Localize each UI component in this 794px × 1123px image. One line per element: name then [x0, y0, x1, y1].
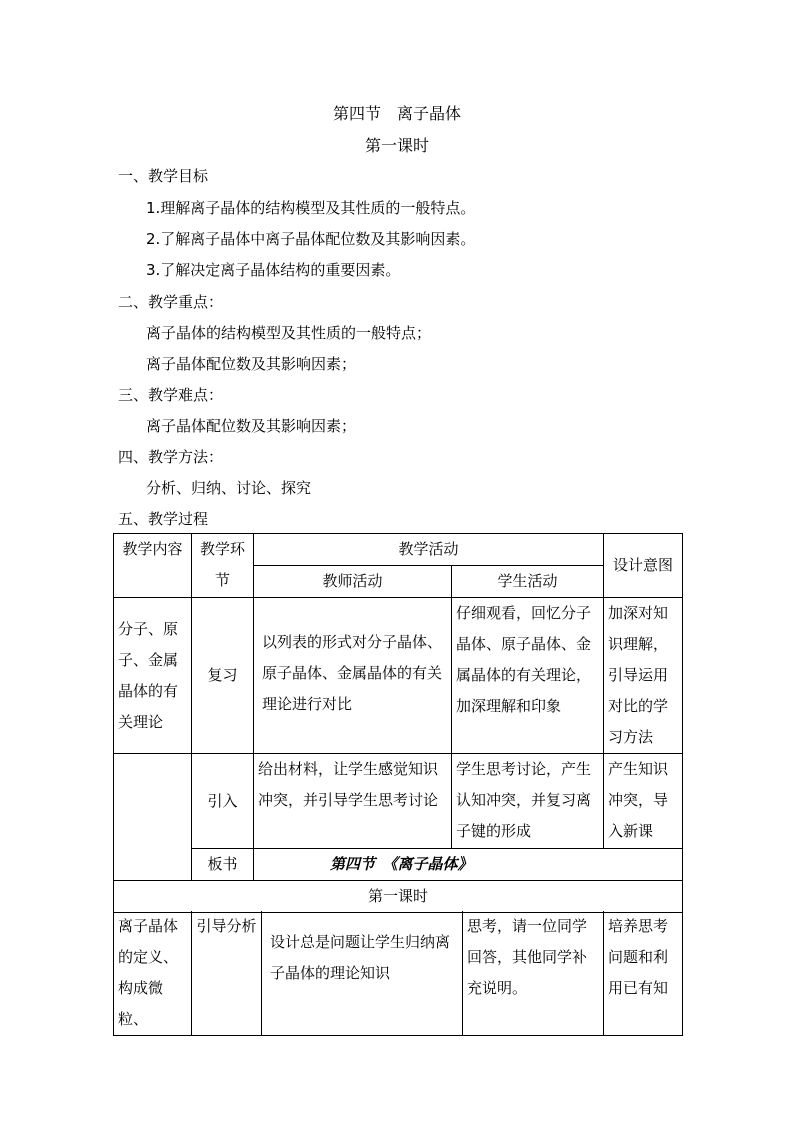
section-heading-difficulties: 三、教学难点：: [118, 386, 224, 404]
page-title: 第四节 离子晶体: [332, 104, 461, 123]
method-item-1: 分析、归纳、讨论、探究: [146, 479, 312, 497]
key-point-item-2: 离子晶体配位数及其影响因素；: [146, 355, 357, 373]
process-table: [113, 533, 683, 913]
row-3-student: 思考，请一位同学回答，其他同学补充说明。: [463, 911, 604, 1036]
header-design: 设计意图: [604, 534, 683, 598]
row-1-content: 分子、原子、金属晶体的有关理论: [114, 598, 192, 754]
row-2-stage: 引入: [192, 754, 254, 849]
row-3-design: 培养思考问题和利用已有知: [604, 911, 683, 1036]
header-activities: 教学活动: [254, 534, 604, 566]
section-heading-methods: 四、教学方法：: [118, 448, 224, 466]
section-heading-key-points: 二、教学重点：: [118, 293, 224, 311]
row-2-student: 学生思考讨论，产生认知冲突，并复习离子键的形成: [452, 754, 604, 849]
page-subtitle: 第一课时: [364, 136, 429, 155]
section-heading-process: 五、教学过程: [118, 510, 209, 528]
row-2-content: [114, 754, 192, 881]
goal-item-1: 1.理解离子晶体的结构模型及其性质的一般特点。: [146, 199, 476, 217]
section-heading-goals: 一、教学目标: [118, 167, 209, 185]
key-point-item-1: 离子晶体的结构模型及其性质的一般特点；: [146, 324, 432, 342]
row-1-teacher: 以列表的形式对分子晶体、原子晶体、金属晶体的有关理论进行对比: [254, 598, 452, 754]
row-3-teacher: 设计总是问题让学生归纳离子晶体的理论知识: [262, 911, 463, 1036]
row-2-design: 产生知识冲突，导入新课: [604, 754, 683, 849]
header-stage: 教学环节: [192, 534, 254, 598]
goal-item-2: 2.了解离子晶体中离子晶体配位数及其影响因素。: [146, 230, 476, 248]
process-table-continued: [113, 911, 683, 1036]
header-teacher: 教师活动: [254, 566, 452, 598]
row-3-content: 离子晶体的定义、构成微粒、: [114, 911, 192, 1036]
difficulty-item-1: 离子晶体配位数及其影响因素；: [146, 417, 357, 435]
lesson-row: 第一课时: [114, 881, 683, 913]
row-1-student: 仔细观看，回忆分子晶体、原子晶体、金属晶体的有关理论，加深理解和印象: [452, 598, 604, 754]
row-1-design: 加深对知识理解，引导运用对比的学习方法: [604, 598, 683, 754]
row-2-teacher: 给出材料，让学生感觉知识冲突，并引导学生思考讨论: [254, 754, 452, 849]
board-text: 第四节 《离子晶体》: [254, 849, 683, 881]
goal-item-3: 3.了解决定离子晶体结构的重要因素。: [146, 261, 401, 279]
row-3-stage: 引导分析: [192, 911, 262, 1036]
board-stage: 板书: [192, 849, 254, 881]
row-1-stage: 复习: [192, 598, 254, 754]
header-student: 学生活动: [452, 566, 604, 598]
header-content: 教学内容: [114, 534, 192, 598]
